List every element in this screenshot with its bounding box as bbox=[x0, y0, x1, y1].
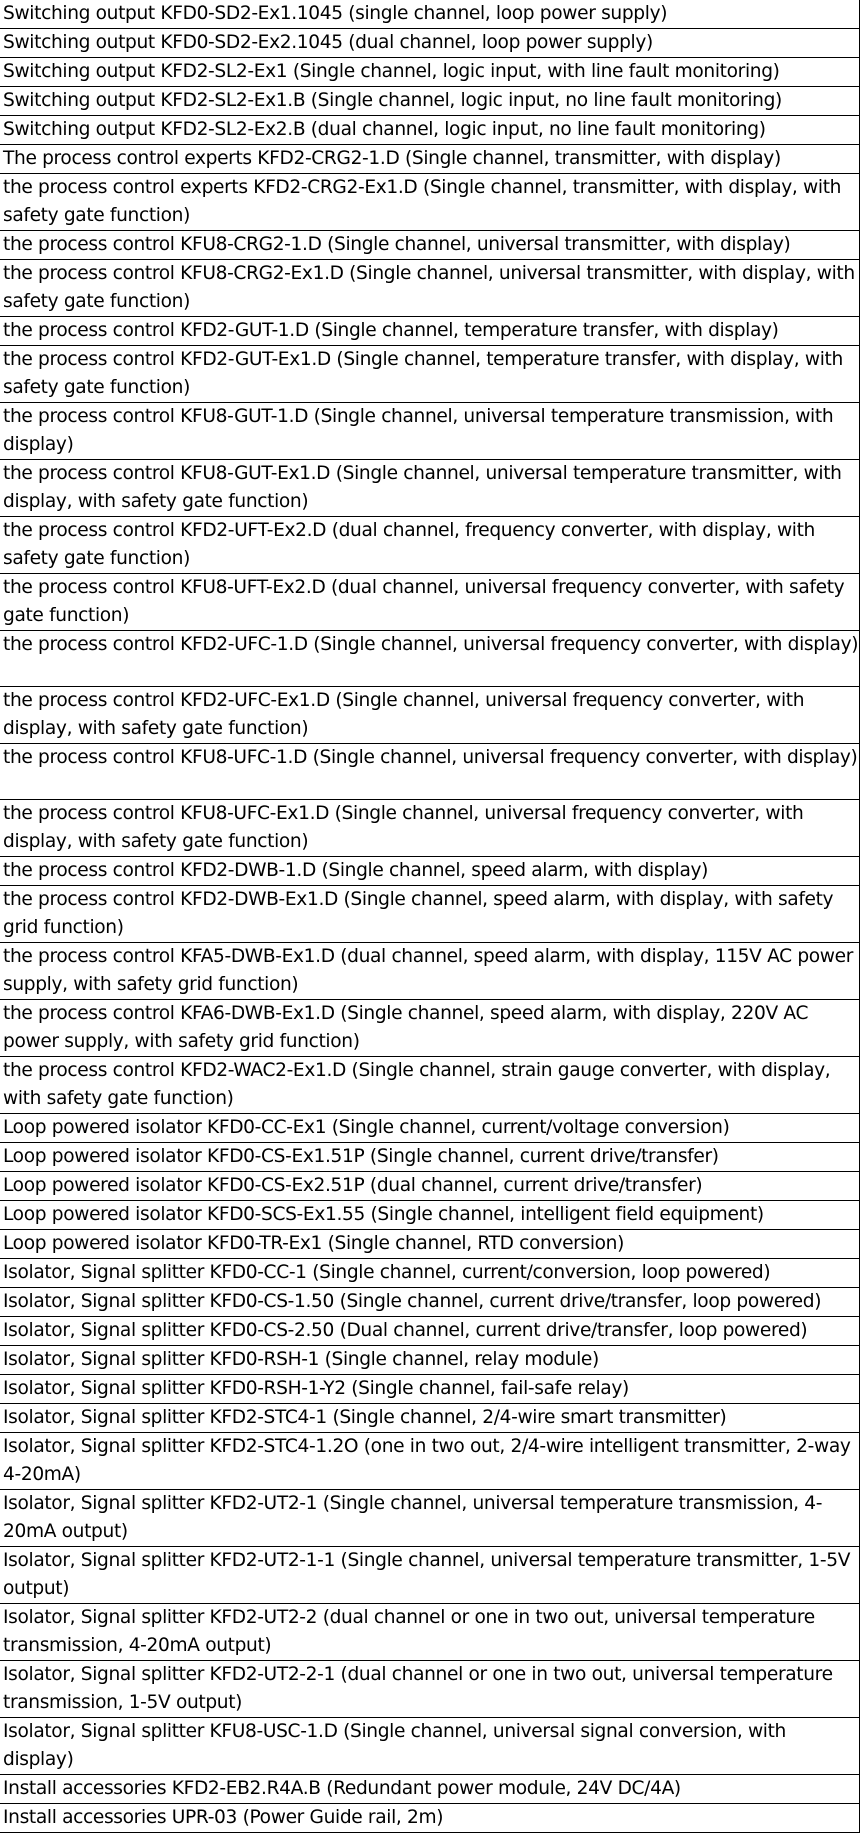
table-cell: Isolator, Signal splitter KFD2-UT2-2 (dual channel or one in two out, universal temperature transmission, 4-20mA output) bbox=[0, 1604, 860, 1661]
table-row bbox=[0, 116, 860, 145]
table-row bbox=[0, 1404, 860, 1433]
table-cell: the process control KFU8-GUT-Ex1.D (Single channel, universal temperature transmitter, with display, with safety gate function) bbox=[0, 460, 860, 517]
table-row bbox=[0, 744, 860, 800]
table-cell: Isolator, Signal splitter KFD2-UT2-1-1 (Single channel, universal temperature transmitter, 1-5V output) bbox=[0, 1547, 860, 1604]
table-cell: the process control KFU8-CRG2-1.D (Single channel, universal transmitter, with display) bbox=[0, 231, 860, 260]
table-row bbox=[0, 1375, 860, 1404]
table-cell: The process control experts KFD2-CRG2-1.D (Single channel, transmitter, with display) bbox=[0, 145, 860, 174]
table-cell: the process control KFD2-DWB-1.D (Single channel, speed alarm, with display) bbox=[0, 857, 860, 886]
table-row bbox=[0, 1057, 860, 1114]
table-cell: Isolator, Signal splitter KFD2-STC4-1.2O (one in two out, 2/4-wire intelligent transmitter, 2-way 4-20mA) bbox=[0, 1433, 860, 1490]
table-cell: Isolator, Signal splitter KFD0-CS-1.50 (Single channel, current drive/transfer, loop powered) bbox=[0, 1288, 860, 1317]
table-row bbox=[0, 943, 860, 1000]
table-row bbox=[0, 346, 860, 403]
table-row bbox=[0, 317, 860, 346]
table-row bbox=[0, 1114, 860, 1143]
table-row bbox=[0, 1547, 860, 1604]
table-cell: the process control KFD2-WAC2-Ex1.D (Single channel, strain gauge converter, with display, with safety gate function) bbox=[0, 1057, 860, 1114]
table-row bbox=[0, 1143, 860, 1172]
table-cell: Isolator, Signal splitter KFD0-RSH-1-Y2 (Single channel, fail-safe relay) bbox=[0, 1375, 860, 1404]
table-cell: Switching output KFD2-SL2-Ex1.B (Single channel, logic input, no line fault monitoring) bbox=[0, 87, 860, 116]
table-cell: Loop powered isolator KFD0-SCS-Ex1.55 (Single channel, intelligent field equipment) bbox=[0, 1201, 860, 1230]
table-row bbox=[0, 87, 860, 116]
table-cell: the process control KFD2-DWB-Ex1.D (Single channel, speed alarm, with display, with safety grid function) bbox=[0, 886, 860, 943]
table-row bbox=[0, 1804, 860, 1833]
table-cell: Isolator, Signal splitter KFD2-UT2-1 (Single channel, universal temperature transmission, 4-20mA output) bbox=[0, 1490, 860, 1547]
table-row bbox=[0, 1604, 860, 1661]
table-cell: Isolator, Signal splitter KFU8-USC-1.D (Single channel, universal signal conversion, with display) bbox=[0, 1718, 860, 1775]
table-cell: Loop powered isolator KFD0-CS-Ex2.51P (dual channel, current drive/transfer) bbox=[0, 1172, 860, 1201]
table-row bbox=[0, 260, 860, 317]
table-row bbox=[0, 1346, 860, 1375]
table-row bbox=[0, 0, 860, 29]
table-cell: the process control KFU8-UFC-Ex1.D (Single channel, universal frequency converter, with display, with safety gate function) bbox=[0, 800, 860, 857]
table-cell: Loop powered isolator KFD0-CC-Ex1 (Single channel, current/voltage conversion) bbox=[0, 1114, 860, 1143]
table-cell: Switching output KFD2-SL2-Ex2.B (dual channel, logic input, no line fault monitoring) bbox=[0, 116, 860, 145]
table-row bbox=[0, 29, 860, 58]
table-row bbox=[0, 403, 860, 460]
table-cell: Install accessories KFD2-EB2.R4A.B (Redundant power module, 24V DC/4A) bbox=[0, 1775, 860, 1804]
table-row bbox=[0, 1775, 860, 1804]
table-cell: the process control KFD2-UFT-Ex2.D (dual channel, frequency converter, with display, with safety gate function) bbox=[0, 517, 860, 574]
table-row bbox=[0, 145, 860, 174]
table-cell: Install accessories UPR-03 (Power Guide rail, 2m) bbox=[0, 1804, 860, 1833]
table-cell: the process control experts KFD2-CRG2-Ex1.D (Single channel, transmitter, with display, with safety gate function) bbox=[0, 174, 860, 231]
table-cell: the process control KFU8-UFC-1.D (Single channel, universal frequency converter, with display) bbox=[0, 744, 860, 800]
table-cell: Switching output KFD2-SL2-Ex1 (Single channel, logic input, with line fault monitoring) bbox=[0, 58, 860, 87]
table-row bbox=[0, 1288, 860, 1317]
table-row bbox=[0, 1172, 860, 1201]
table-row bbox=[0, 800, 860, 857]
table-cell: Isolator, Signal splitter KFD2-STC4-1 (Single channel, 2/4-wire smart transmitter) bbox=[0, 1404, 860, 1433]
table-row bbox=[0, 231, 860, 260]
table-row bbox=[0, 174, 860, 231]
table-cell: the process control KFU8-GUT-1.D (Single channel, universal temperature transmission, with display) bbox=[0, 403, 860, 460]
table-cell: Loop powered isolator KFD0-TR-Ex1 (Single channel, RTD conversion) bbox=[0, 1230, 860, 1259]
table-row bbox=[0, 1661, 860, 1718]
table-row bbox=[0, 1259, 860, 1288]
table-row bbox=[0, 687, 860, 744]
table-row bbox=[0, 886, 860, 943]
table-row bbox=[0, 1317, 860, 1346]
table-cell: Switching output KFD0-SD2-Ex2.1045 (dual channel, loop power supply) bbox=[0, 29, 860, 58]
table-cell: Isolator, Signal splitter KFD0-RSH-1 (Single channel, relay module) bbox=[0, 1346, 860, 1375]
table-cell: the process control KFA6-DWB-Ex1.D (Single channel, speed alarm, with display, 220V AC power supply, with safety grid function) bbox=[0, 1000, 860, 1057]
table-cell: the process control KFU8-CRG2-Ex1.D (Single channel, universal transmitter, with display, with safety gate function) bbox=[0, 260, 860, 317]
table-cell: Isolator, Signal splitter KFD0-CS-2.50 (Dual channel, current drive/transfer, loop powered) bbox=[0, 1317, 860, 1346]
table-row bbox=[0, 631, 860, 687]
table-cell: Isolator, Signal splitter KFD0-CC-1 (Single channel, current/conversion, loop powered) bbox=[0, 1259, 860, 1288]
table-row bbox=[0, 460, 860, 517]
table-cell: Switching output KFD0-SD2-Ex1.1045 (single channel, loop power supply) bbox=[0, 0, 860, 29]
table-row bbox=[0, 1201, 860, 1230]
table-row bbox=[0, 1718, 860, 1775]
table-row bbox=[0, 1490, 860, 1547]
table-cell: the process control KFD2-GUT-1.D (Single channel, temperature transfer, with display) bbox=[0, 317, 860, 346]
table-cell: the process control KFD2-GUT-Ex1.D (Single channel, temperature transfer, with display, with safety gate function) bbox=[0, 346, 860, 403]
table-cell: Isolator, Signal splitter KFD2-UT2-2-1 (dual channel or one in two out, universal temperature transmission, 1-5V output) bbox=[0, 1661, 860, 1718]
table-cell: the process control KFU8-UFT-Ex2.D (dual channel, universal frequency converter, with safety gate function) bbox=[0, 574, 860, 631]
table-row bbox=[0, 1433, 860, 1490]
table-row bbox=[0, 517, 860, 574]
table-row bbox=[0, 857, 860, 886]
table-row bbox=[0, 574, 860, 631]
table-row bbox=[0, 1230, 860, 1259]
table-cell: the process control KFA5-DWB-Ex1.D (dual channel, speed alarm, with display, 115V AC power supply, with safety grid function) bbox=[0, 943, 860, 1000]
table-cell: Loop powered isolator KFD0-CS-Ex1.51P (Single channel, current drive/transfer) bbox=[0, 1143, 860, 1172]
table-cell: the process control KFD2-UFC-Ex1.D (Single channel, universal frequency converter, with display, with safety gate function) bbox=[0, 687, 860, 744]
table-row bbox=[0, 58, 860, 87]
table-cell: the process control KFD2-UFC-1.D (Single channel, universal frequency converter, with display) bbox=[0, 631, 860, 687]
table-row bbox=[0, 1000, 860, 1057]
